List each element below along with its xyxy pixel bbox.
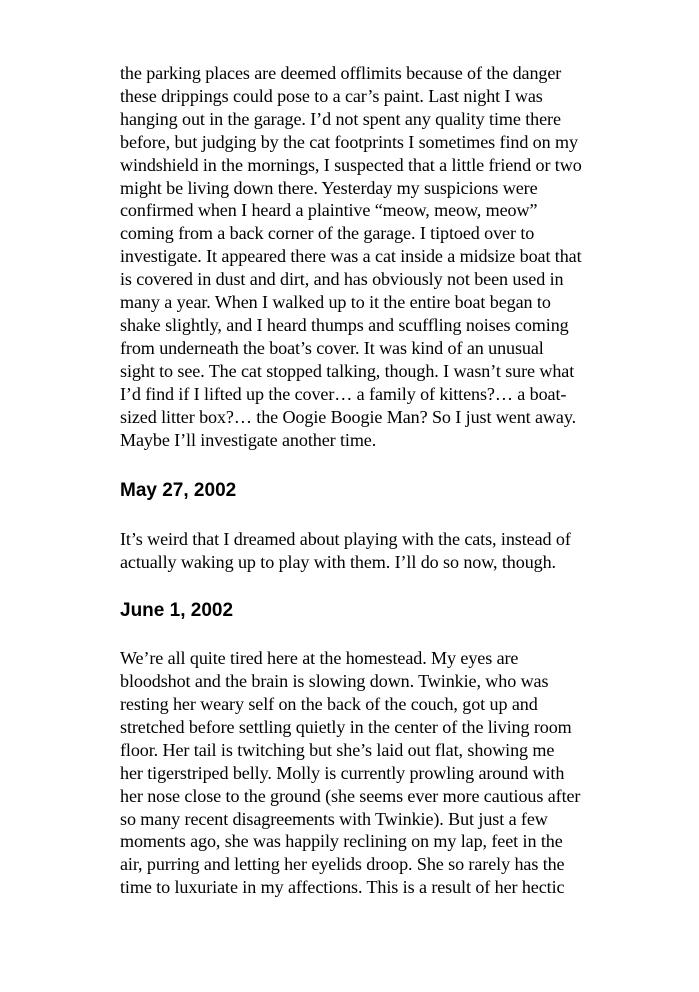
text-line: Maybe I’ll investigate another time. xyxy=(120,429,377,450)
text-line: before, but judging by the cat footprints I sometimes find on my xyxy=(120,131,578,152)
text-line: confirmed when I heard a plaintive “meow, meow, meow” xyxy=(120,200,538,221)
text-line: might be living down there. Yesterday my suspicions were xyxy=(120,177,538,198)
entry-date-heading: May 27, 2002 xyxy=(120,480,237,502)
text-line: many a year. When I walked up to it the entire boat began to xyxy=(120,292,551,313)
entry-date-heading: June 1, 2002 xyxy=(120,600,234,622)
text-line: windshield in the mornings, I suspected that a little friend or two xyxy=(120,154,582,175)
entry-paragraph xyxy=(120,647,640,899)
text-line: is covered in dust and dirt, and has obviously not been used in xyxy=(120,269,564,290)
text-line: resting her weary self on the back of the couch, got up and xyxy=(120,694,538,715)
text-line: sight to see. The cat stopped talking, though. I wasn’t sure what xyxy=(120,360,575,381)
text-line: bloodshot and the brain is slowing down. Twinkie, who was xyxy=(120,671,549,692)
text-line: floor. Her tail is twitching but she’s laid out flat, showing me xyxy=(120,739,555,760)
text-line: shake slightly, and I heard thumps and scuffling noises coming xyxy=(120,314,569,335)
text-line: so many recent disagreements with Twinkie). But just a few xyxy=(120,808,548,829)
text-line: these drippings could pose to a car’s paint. Last night I was xyxy=(120,85,543,106)
text-line: moments ago, she was happily reclining on my lap, feet in the xyxy=(120,831,563,852)
document-page xyxy=(120,62,640,899)
text-line: actually waking up to play with them. I’ll do so now, though. xyxy=(120,552,556,573)
text-line: from underneath the boat’s cover. It was kind of an unusual xyxy=(120,337,544,358)
text-line: investigate. It appeared there was a cat inside a midsize boat that xyxy=(120,246,582,267)
text-line: stretched before settling quietly in the center of the living room xyxy=(120,716,572,737)
text-line: We’re all quite tired here at the homestead. My eyes are xyxy=(120,648,519,669)
text-line: It’s weird that I dreamed about playing with the cats, instead of xyxy=(120,529,571,550)
text-line: sized litter box?… the Oogie Boogie Man? So I just went away. xyxy=(120,406,577,427)
text-line: the parking places are deemed offlimits because of the danger xyxy=(120,63,562,83)
entry-paragraph-continued xyxy=(120,62,640,451)
text-line: time to luxuriate in my affections. This is a result of her hectic xyxy=(120,877,565,898)
text-line: air, purring and letting her eyelids droop. She so rarely has the xyxy=(120,854,565,875)
entry-paragraph xyxy=(120,528,640,574)
text-line: I’d find if I lifted up the cover… a family of kittens?… a boat- xyxy=(120,383,567,404)
text-line: coming from a back corner of the garage. I tiptoed over to xyxy=(120,223,535,244)
text-line: her nose close to the ground (she seems ever more cautious after xyxy=(120,785,581,806)
text-line: her tigerstriped belly. Molly is currently prowling around with xyxy=(120,762,565,783)
text-line: hanging out in the garage. I’d not spent any quality time there xyxy=(120,108,561,129)
